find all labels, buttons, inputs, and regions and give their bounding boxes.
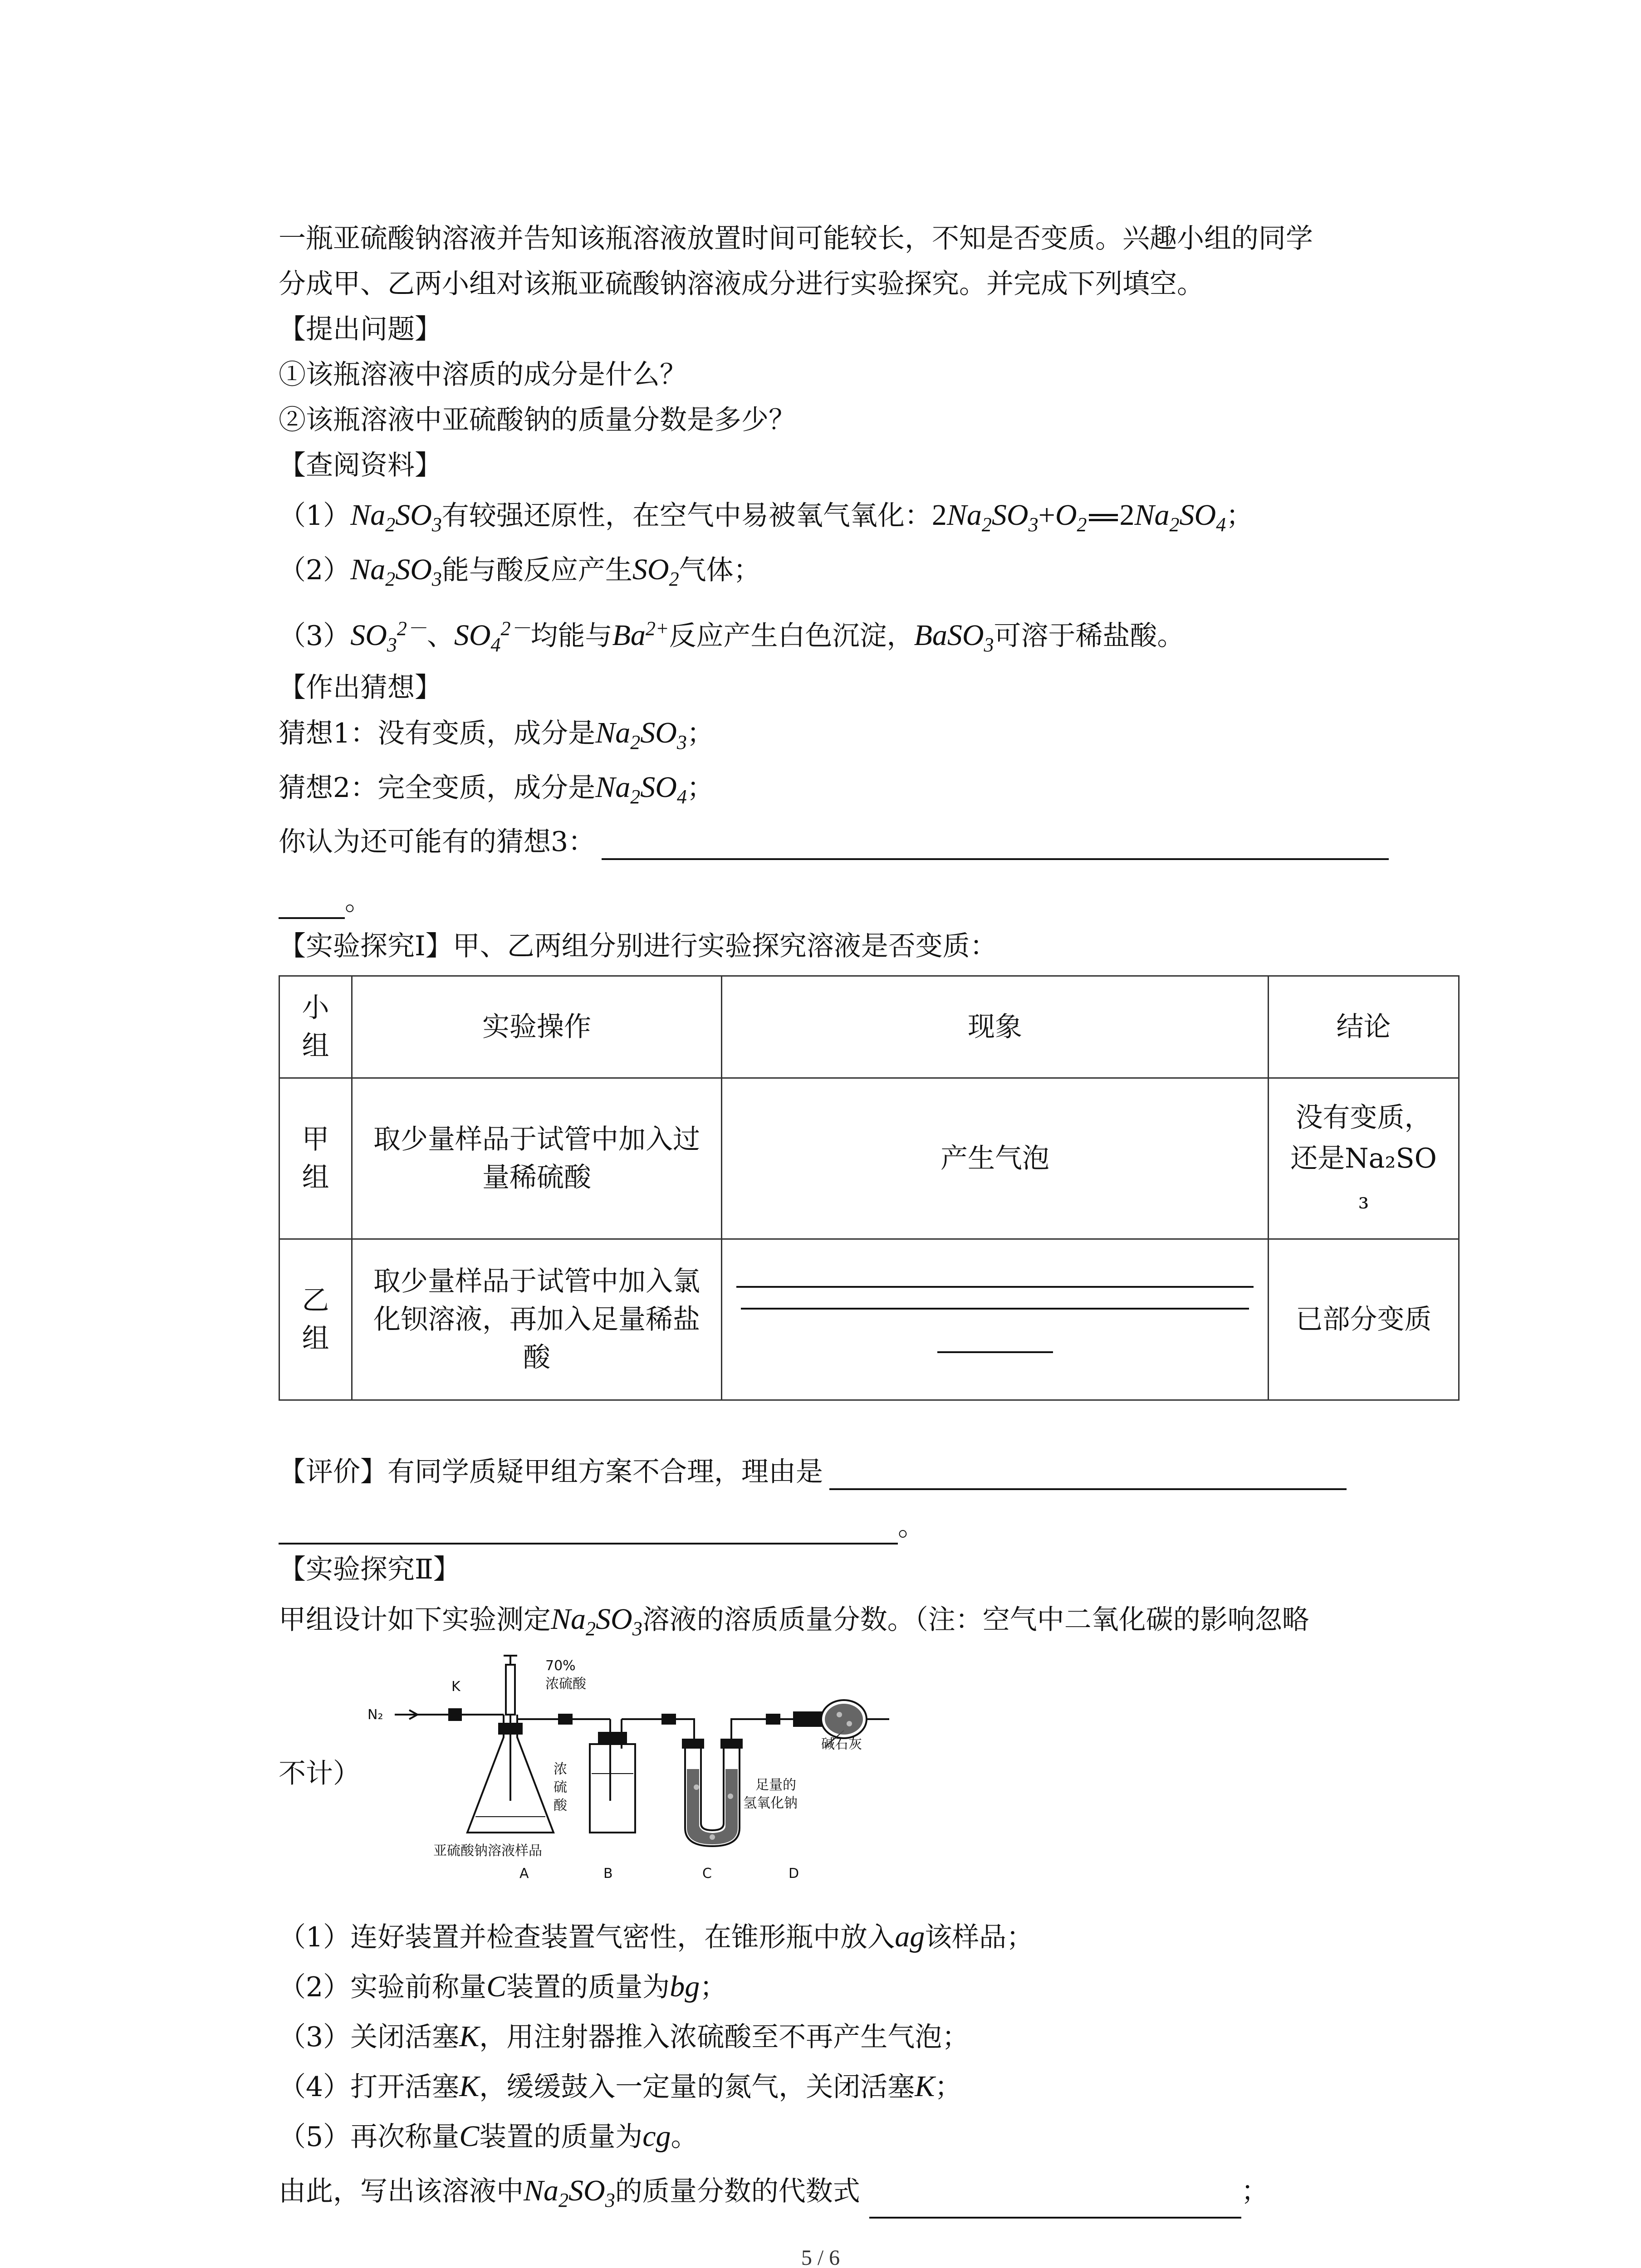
reference-3: $(3)SO_3^{2-}$、$SO_4^{2-}$均能与$Ba^{2+}$反应产生白色沉淀，BaSO$_3$可溶于稀盐酸。 xyxy=(279,617,1185,656)
step-2: （2）实验前称量C装置的质量为bg； xyxy=(279,1970,727,2003)
answer-blank-evaluation-cont[interactable] xyxy=(279,1515,898,1545)
question-1: ①该瓶溶液中溶质的成分是什么？ xyxy=(279,359,687,391)
phenomenon-jia: 产生气泡 xyxy=(722,1078,1269,1239)
label-a: A xyxy=(519,1866,529,1882)
final-question: 由此，写出该溶液中$Na_2SO_3$的质量分数的代数式 ； xyxy=(279,2173,1269,2219)
conclusion-jia: 没有变质，还是Na₂SO₃ xyxy=(1269,1078,1459,1239)
phenomenon-yi[interactable] xyxy=(722,1239,1269,1400)
reference-1: $(1)Na_2SO_3$有较强还原性，在空气中易被氧气氧化：$2Na_2SO_3+O_2$ $2Na_2SO_4$； xyxy=(279,499,1254,536)
experiment-2-line-1: 甲组设计如下实验测定$Na_2SO_3$溶液的溶质质量分数。（注：空气中二氧化碳的影响忽略 xyxy=(279,1603,1309,1640)
step-5: （5）再次称量C装置的质量为cg。 xyxy=(279,2120,698,2153)
reference-heading: 【查阅资料】 xyxy=(279,450,442,481)
group-jia: 甲组 xyxy=(279,1078,352,1239)
label-conc-sulfuric: 浓 xyxy=(554,1761,567,1777)
intro-line-2: 分成甲、乙两小组对该瓶亚硫酸钠溶液成分进行实验探究。并完成下列填空。 xyxy=(279,268,1204,300)
step-1: （1）连好装置并检查装置气密性，在锥形瓶中放入ag该样品； xyxy=(279,1920,1034,1953)
label-c: C xyxy=(702,1866,712,1882)
label-d: D xyxy=(789,1866,799,1882)
header-group: 小组 xyxy=(279,976,352,1078)
hypothesis-heading: 【作出猜想】 xyxy=(279,672,442,704)
evaluation-cont: 。 xyxy=(279,1508,925,1545)
hypothesis-3-cont: 。 xyxy=(279,883,372,919)
hypothesis-2: 猜想2：完全变质，成分是$Na_2SO_4$； xyxy=(279,771,714,808)
reference-2: $(2)Na_2SO_3$能与酸反应产生$SO_2$气体； xyxy=(279,553,761,590)
experiment-2-heading: 【实验探究Ⅱ】 xyxy=(279,1554,460,1585)
label-k: K xyxy=(451,1679,460,1695)
step-4: （4）打开活塞K，缓缓鼓入一定量的氮气，关闭活塞K； xyxy=(279,2070,962,2103)
svg-text:酸: 酸 xyxy=(554,1798,567,1813)
label-naoh: 足量的 xyxy=(755,1777,796,1793)
experiment-1-heading: 【实验探究Ⅰ】甲、乙两组分别进行实验探究溶液是否变质： xyxy=(279,930,997,962)
page-number: 5 / 6 xyxy=(801,2246,840,2268)
answer-blank-evaluation[interactable] xyxy=(829,1460,1347,1490)
conclusion-yi: 已部分变质 xyxy=(1269,1239,1459,1400)
experiment-table xyxy=(279,975,1460,1401)
operation-yi: 取少量样品于试管中加入氯化钡溶液，再加入足量稀盐酸 xyxy=(352,1239,722,1400)
svg-text:硫: 硫 xyxy=(554,1779,567,1795)
answer-blank-phenomenon-2[interactable] xyxy=(741,1308,1249,1310)
label-soda-lime: 碱石灰 xyxy=(821,1736,862,1752)
label-acid-pct: 70% xyxy=(545,1658,576,1674)
evaluation: 【评价】有同学质疑甲组方案不合理，理由是 xyxy=(279,1454,1347,1490)
label-naoh-2: 氢氧化钠 xyxy=(743,1795,798,1811)
hypothesis-3: 你认为还可能有的猜想3： xyxy=(279,824,1389,860)
answer-blank-phenomenon-1[interactable] xyxy=(736,1286,1254,1288)
operation-jia: 取少量样品于试管中加入过量稀硫酸 xyxy=(352,1078,722,1239)
hypothesis-1: 猜想1：没有变质，成分是$Na_2SO_3$； xyxy=(279,716,714,753)
questions-heading: 【提出问题】 xyxy=(279,313,442,345)
intro-line-1: 一瓶亚硫酸钠溶液并告知该瓶溶液放置时间可能较长，不知是否变质。兴趣小组的同学 xyxy=(279,223,1313,254)
label-acid: 浓硫酸 xyxy=(545,1676,586,1692)
label-sample: 亚硫酸钠溶液样品 xyxy=(433,1843,542,1859)
answer-blank-phenomenon-3[interactable] xyxy=(937,1351,1053,1353)
answer-blank-hypothesis[interactable] xyxy=(602,830,1389,860)
apparatus-diagram xyxy=(367,1651,898,1905)
answer-blank-formula[interactable] xyxy=(869,2189,1241,2219)
step-3: （3）关闭活塞K，用注射器推入浓硫酸至不再产生气泡； xyxy=(279,2020,970,2053)
group-yi: 乙组 xyxy=(279,1239,352,1400)
header-operation: 实验操作 xyxy=(352,976,722,1078)
label-b: B xyxy=(603,1866,613,1882)
label-n2: N₂ xyxy=(367,1707,383,1723)
header-phenomenon: 现象 xyxy=(722,976,1269,1078)
question-2: ②该瓶溶液中亚硫酸钠的质量分数是多少？ xyxy=(279,404,796,436)
experiment-2-line-2: 不计） xyxy=(279,1758,360,1789)
answer-blank-hypothesis-cont[interactable] xyxy=(279,889,345,919)
header-conclusion: 结论 xyxy=(1269,976,1459,1078)
